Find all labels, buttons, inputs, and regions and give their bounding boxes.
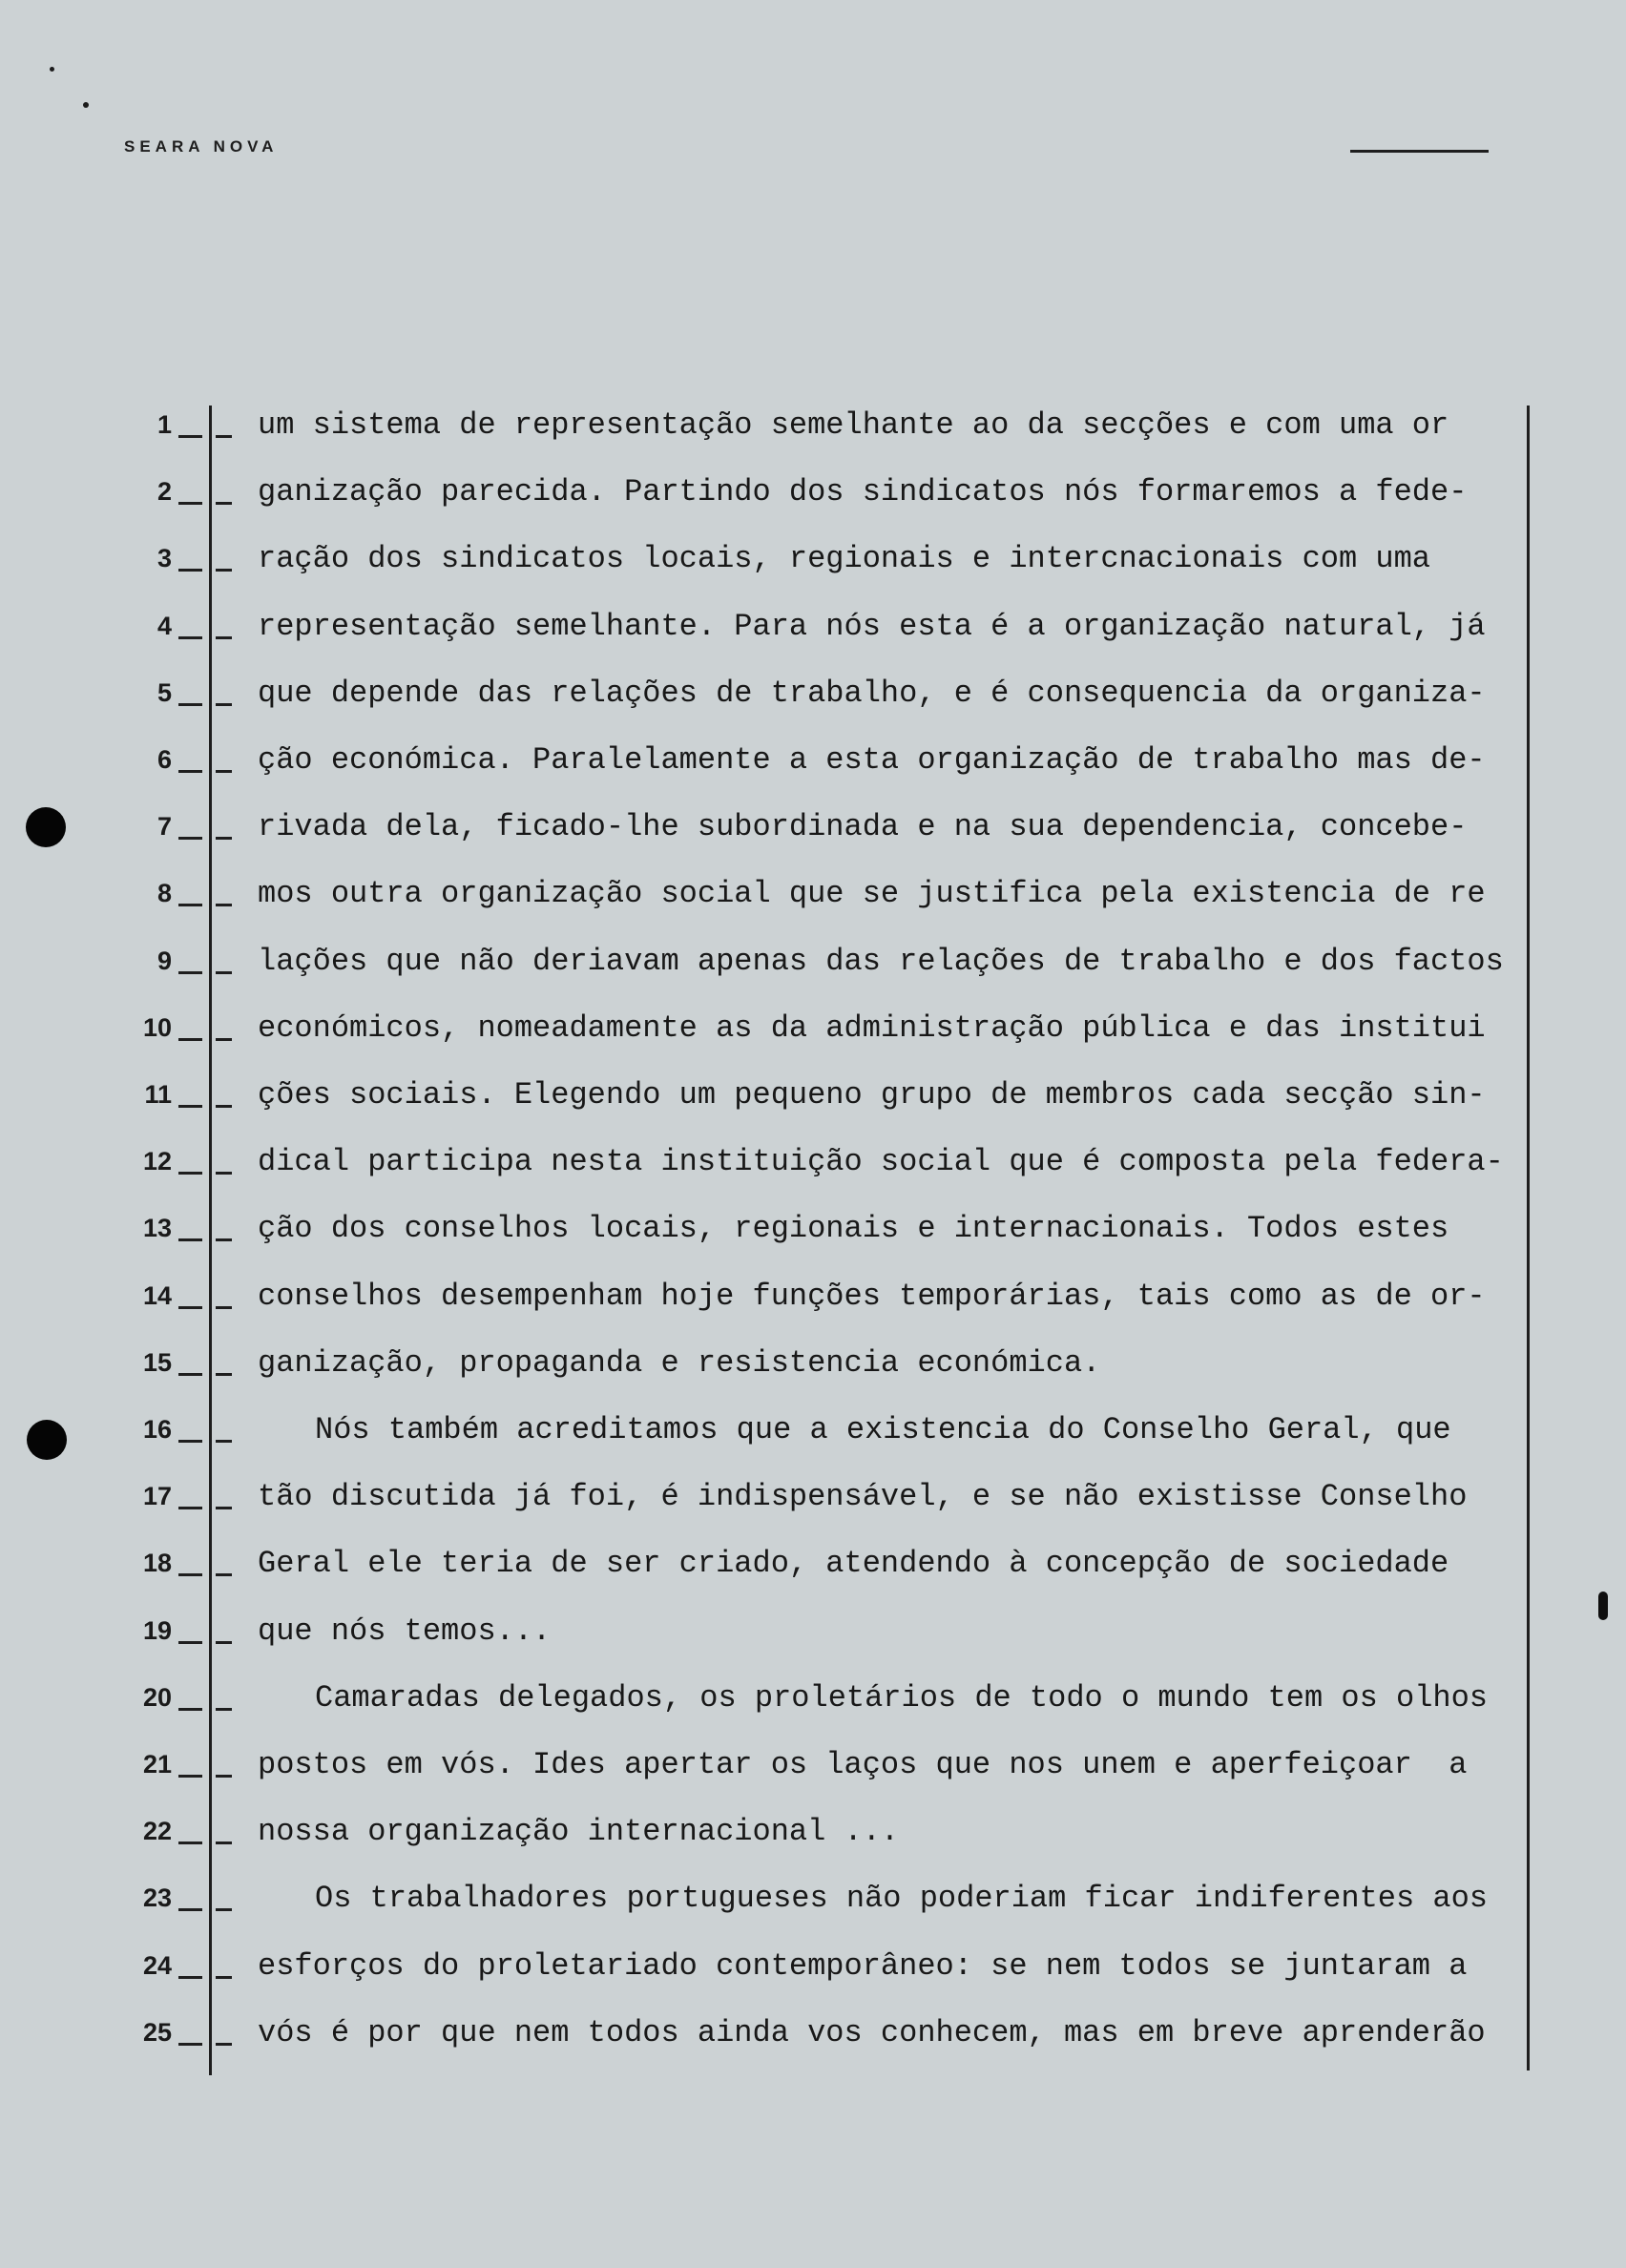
line-text: postos em vós. Ides apertar os laços que nos unem e aperfeiçoar a [258, 1747, 1468, 1782]
line-tick [216, 636, 232, 639]
line-number: 1 [156, 410, 172, 439]
line-tick [178, 837, 202, 840]
text-line [0, 1341, 1626, 1407]
line-tick [178, 1841, 202, 1844]
line-number: 16 [142, 1415, 172, 1444]
line-tick [178, 1105, 202, 1108]
text-line [0, 804, 1626, 871]
line-tick [216, 1507, 232, 1509]
line-text: tão discutida já foi, é indispensável, e se não existisse Conselho [258, 1479, 1468, 1515]
line-tick [216, 502, 232, 505]
line-tick [216, 770, 232, 773]
line-number: 6 [156, 745, 172, 774]
line-tick [216, 1373, 232, 1376]
line-number: 12 [142, 1147, 172, 1176]
line-tick [216, 1708, 232, 1711]
line-tick [178, 1775, 202, 1778]
text-line [0, 1809, 1626, 1876]
line-text: ganização parecida. Partindo dos sindicatos nós formaremos a fede- [258, 474, 1468, 510]
line-text: lações que não deriavam apenas das relações de trabalho e dos factos [258, 943, 1504, 979]
masthead: SEARA NOVA [124, 137, 279, 156]
text-line [0, 1944, 1626, 2010]
line-tick [216, 435, 232, 438]
line-text: vós é por que nem todos ainda vos conhecem, mas em breve aprenderão [258, 2014, 1486, 2050]
line-number: 15 [142, 1347, 172, 1377]
line-text: nossa organização internacional ... [258, 1814, 900, 1850]
text-line [0, 1139, 1626, 1206]
line-text: que nós temos... [258, 1613, 552, 1649]
line-tick [178, 770, 202, 773]
line-text: rivada dela, ficado-lhe subordinada e na sua dependencia, concebe- [258, 809, 1468, 845]
line-tick [178, 435, 202, 438]
line-text: ganização, propaganda e resistencia económica. [258, 1344, 1101, 1381]
ink-speck [83, 102, 89, 108]
text-line [0, 738, 1626, 804]
line-number: 11 [144, 1080, 172, 1109]
line-text: que depende das relações de trabalho, e é consequencia da organiza- [258, 675, 1486, 711]
line-text: conselhos desempenham hoje funções temporárias, tais como as de or- [258, 1278, 1486, 1314]
line-tick [178, 636, 202, 639]
line-tick [216, 971, 232, 974]
line-number: 9 [156, 946, 172, 975]
line-tick [216, 1775, 232, 1778]
line-number: 3 [156, 544, 172, 573]
line-tick [178, 569, 202, 572]
text-line [0, 1274, 1626, 1341]
line-tick [178, 1306, 202, 1309]
text-line [0, 1006, 1626, 1072]
line-tick [178, 1172, 202, 1175]
line-tick [216, 1105, 232, 1108]
line-number: 19 [142, 1615, 172, 1645]
line-number: 22 [142, 1817, 172, 1846]
line-text: mos outra organização social que se justifica pela existencia de re [258, 876, 1486, 912]
line-tick [178, 1238, 202, 1241]
line-tick [178, 1976, 202, 1979]
line-number: 4 [156, 611, 172, 640]
line-number: 10 [142, 1012, 172, 1042]
text-line [0, 1675, 1626, 1742]
line-number: 25 [142, 2017, 172, 2047]
text-line [0, 671, 1626, 738]
text-line [0, 1541, 1626, 1608]
text-line [0, 1742, 1626, 1809]
line-number: 17 [142, 1482, 172, 1511]
text-line [0, 1474, 1626, 1541]
line-tick [178, 1440, 202, 1443]
line-tick [216, 569, 232, 572]
line-number: 7 [156, 812, 172, 842]
text-line [0, 2010, 1626, 2077]
text-line [0, 1609, 1626, 1675]
line-number: 23 [142, 1883, 172, 1913]
line-number: 24 [142, 1950, 172, 1980]
line-text: esforços do proletariado contemporâneo: se nem todos se juntaram a [258, 1947, 1468, 1984]
line-tick [178, 1507, 202, 1509]
text-line [0, 1206, 1626, 1273]
header-rule [1350, 150, 1489, 153]
line-tick [216, 1238, 232, 1241]
line-number: 14 [142, 1280, 172, 1310]
text-line [0, 1407, 1626, 1474]
line-tick [216, 1306, 232, 1309]
line-tick [216, 1172, 232, 1175]
line-tick [216, 1440, 232, 1443]
line-number: 13 [142, 1214, 172, 1243]
text-line [0, 871, 1626, 938]
ink-speck [50, 67, 54, 72]
line-tick [216, 1976, 232, 1979]
line-tick [178, 1038, 202, 1041]
line-tick [178, 971, 202, 974]
line-number: 20 [142, 1682, 172, 1712]
line-tick [216, 1573, 232, 1576]
text-line [0, 939, 1626, 1006]
text-line [0, 1876, 1626, 1943]
line-text: ção dos conselhos locais, regionais e internacionais. Todos estes [258, 1211, 1449, 1247]
line-number: 8 [156, 879, 172, 908]
line-text: Os trabalhadores portugueses não poderiam ficar indiferentes aos [315, 1881, 1488, 1917]
text-line [0, 403, 1626, 469]
line-tick [178, 1641, 202, 1644]
line-number: 2 [156, 477, 172, 507]
text-line [0, 469, 1626, 536]
line-tick [216, 904, 232, 906]
line-tick [216, 1641, 232, 1644]
line-text: Nós também acreditamos que a existencia do Conselho Geral, que [315, 1412, 1451, 1447]
line-tick [216, 1841, 232, 1844]
line-tick [216, 1908, 232, 1911]
line-text: Camaradas delegados, os proletários de todo o mundo tem os olhos [315, 1679, 1488, 1716]
line-tick [178, 1573, 202, 1576]
line-text: económicos, nomeadamente as da administração pública e das institui [258, 1009, 1486, 1046]
line-text: Geral ele teria de ser criado, atendendo à concepção de sociedade [258, 1546, 1449, 1582]
line-tick [178, 703, 202, 706]
line-tick [178, 904, 202, 906]
line-number: 18 [142, 1549, 172, 1578]
line-text: um sistema de representação semelhante ao da secções e com uma or [258, 407, 1449, 443]
line-text: ções sociais. Elegendo um pequeno grupo de membros cada secção sin- [258, 1077, 1486, 1113]
line-number: 21 [142, 1750, 172, 1779]
line-tick [178, 502, 202, 505]
text-line [0, 536, 1626, 603]
line-tick [178, 1373, 202, 1376]
line-text: ção económica. Paralelamente a esta organização de trabalho mas de- [258, 742, 1486, 778]
line-tick [178, 2043, 202, 2046]
line-text: representação semelhante. Para nós esta é a organização natural, já [258, 608, 1486, 644]
line-tick [178, 1708, 202, 1711]
line-text: ração dos sindicatos locais, regionais e intercnacionais com uma [258, 541, 1430, 577]
text-line [0, 604, 1626, 671]
text-line [0, 1072, 1626, 1139]
line-tick [178, 1908, 202, 1911]
line-number: 5 [156, 677, 172, 707]
line-tick [216, 837, 232, 840]
line-tick [216, 2043, 232, 2046]
line-tick [216, 1038, 232, 1041]
line-text: dical participa nesta instituição social que é composta pela federa- [258, 1144, 1504, 1180]
line-tick [216, 703, 232, 706]
